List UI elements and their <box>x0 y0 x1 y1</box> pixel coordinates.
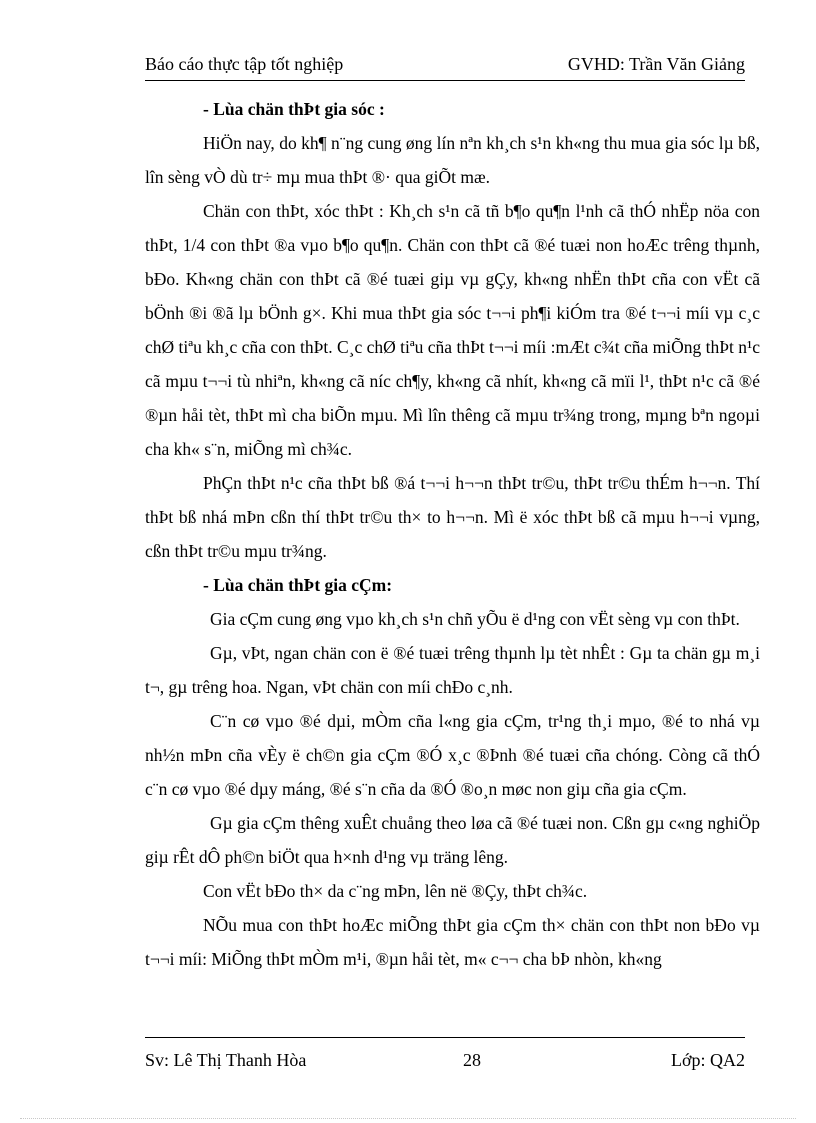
paragraph: Gia cÇm cung øng vµo kh¸ch s¹n chñ yÕu ë d¹ng con vËt sèng vµ con thÞt. <box>210 609 740 629</box>
page-edge-divider <box>20 1118 796 1119</box>
paragraph: C¨n cø vµo ®é dµi, mÒm cña l«ng gia cÇm, tr¹ng th¸i mµo, ®é to nhá vµ nh½n mÞn cña vÈy ë ch©n gia cÇm ®Ó x¸c ®Þnh ®é tuæi cña chóng. Còng cã thÓ c¨n cø vµo ®é dµy máng, ®é s¨n cña da ®Ó ®o¸n møc non giµ cña gia cÇm. <box>145 711 760 799</box>
section-heading-livestock: - Lùa chän thÞt gia sóc : <box>203 99 385 119</box>
footer-class: Lớp: QA2 <box>670 1050 745 1070</box>
section-heading-poultry: - Lùa chän thÞt gia cÇm: <box>203 575 393 595</box>
paragraph: NÕu mua con thÞt hoÆc miÕng thÞt gia cÇm th× chän con thÞt non bÐo vµ t¬¬i míi: MiÕng thÞt mÒm m¹i, ®µn håi tèt, m« c¬¬ cha bÞ nhòn, kh«ng <box>145 915 760 969</box>
footer-divider <box>145 1037 745 1038</box>
paragraph: Gµ, vÞt, ngan chän con ë ®é tuæi trêng thµnh lµ tèt nhÊt : Gµ ta chän gµ m¸i t¬, gµ trêng hoa. Ngan, vÞt chän con míi chÐo c¸nh. <box>145 643 760 697</box>
document-body <box>145 92 760 976</box>
page-header <box>145 50 745 81</box>
paragraph: Gµ gia cÇm thêng xuÊt chuång theo løa cã ®é tuæi non. Cßn gµ c«ng nghiÖp giµ rÊt dÔ ph©n biÖt qua h×nh d¹ng vµ träng lêng. <box>145 813 760 867</box>
header-advisor: GVHD: Trần Văn Giảng <box>567 54 745 74</box>
paragraph: Con vËt bÐo th× da c¨ng mÞn, lên në ®Çy, thÞt ch¾c. <box>203 881 588 901</box>
page-number: 28 <box>463 1050 481 1070</box>
paragraph: Chän con thÞt, xóc thÞt : Kh¸ch s¹n cã tñ b¶o qu¶n l¹nh cã thÓ nhËp nöa con thÞt, 1/4 con thÞt ®a vµo b¶o qu¶n. Chän con thÞt cã ®é tuæi non hoÆc trêng thµnh, bÐo. Kh«ng chän con thÞt cã ®é tuæi giµ vµ gÇy, kh«ng nhËn thÞt cña con vËt cã bÖnh ®i ®ã lµ bÖnh g×. Khi mua thÞt gia sóc t¬¬i ph¶i kiÓm tra ®é t¬¬i míi vµ c¸c chØ tiªu kh¸c cña con thÞt. C¸c chØ tiªu cña thÞt t¬¬i míi :mÆt c¾t cña miÕng thÞt n¹c cã mµu t¬¬i tù nhiªn, kh«ng cã níc ch¶y, kh«ng cã nhít, kh«ng cã mïi l¹, thÞt n¹c cã ®é ®µn håi tèt, thÞt mì cha biÕn mµu. Mì lîn thêng cã mµu tr¾ng trong, mµng bªn ngoµi cha kh« s¨n, miÕng mì ch¾c. <box>145 201 760 459</box>
paragraph: PhÇn thÞt n¹c cña thÞt bß ®á t¬¬i h¬¬n thÞt tr©u, thÞt tr©u thÉm h¬¬n. Thí thÞt bß nhá mÞn cßn thí thÞt tr©u th× to h¬¬n. Mì ë xóc thÞt bß cã mµu h¬¬i vµng, cßn thÞt tr©u mµu tr¾ng. <box>145 473 760 561</box>
page-footer <box>145 1050 745 1074</box>
paragraph: HiÖn nay, do kh¶ n¨ng cung øng lín nªn kh¸ch s¹n kh«ng thu mua gia sóc lµ bß, lîn sèng vÒ dù tr÷ mµ mua thÞt ®· qua giÕt mæ. <box>145 133 760 187</box>
header-report-title: Báo cáo thực tập tốt nghiệp <box>145 54 344 74</box>
footer-student: Sv: Lê Thị Thanh Hòa <box>145 1050 307 1070</box>
